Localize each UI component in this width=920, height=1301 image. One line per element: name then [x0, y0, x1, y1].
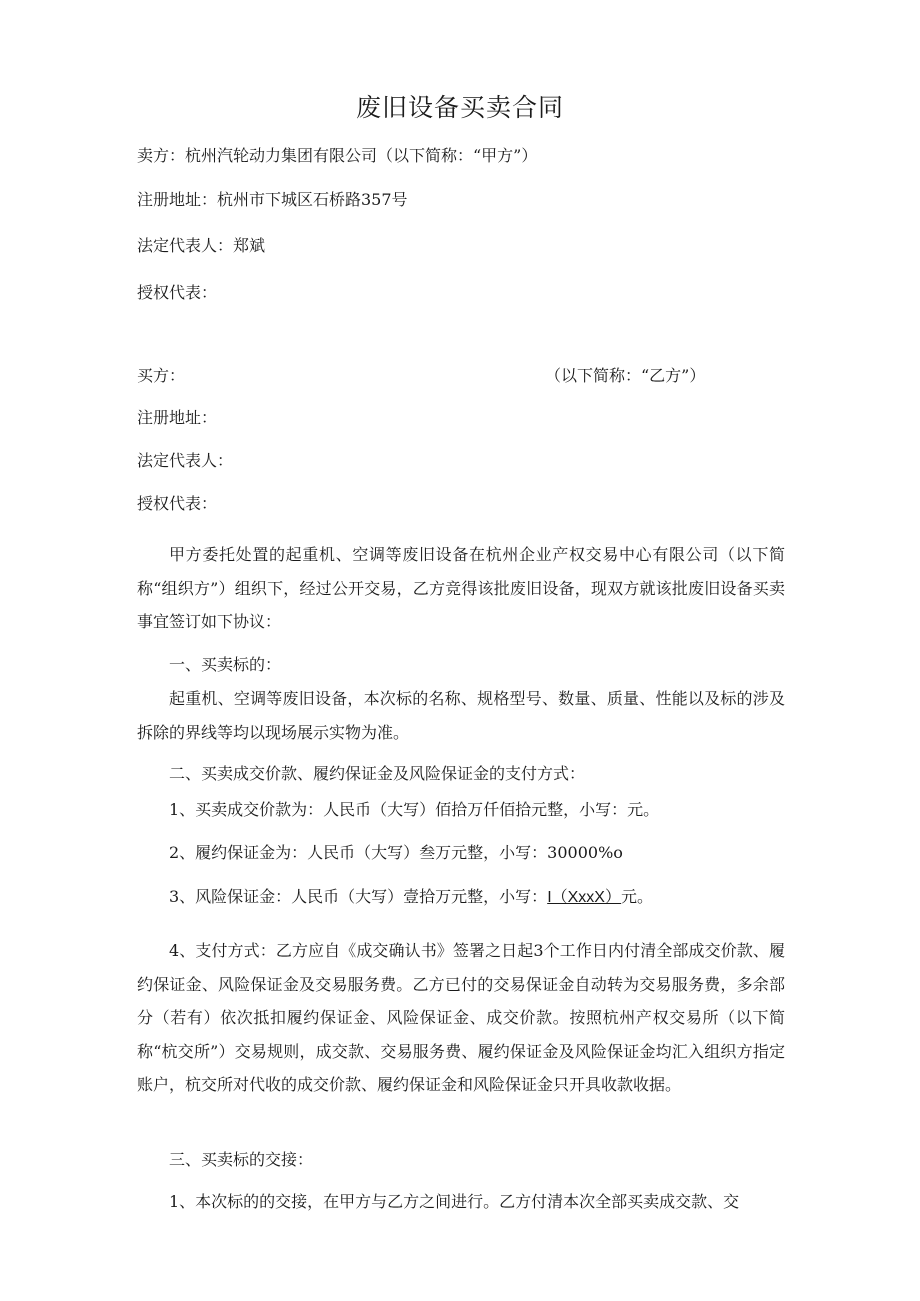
buyer-auth-rep: 授权代表： — [137, 494, 218, 513]
document-title: 废旧设备买卖合同 — [355, 93, 564, 122]
section-1-heading: 一、买卖标的： — [169, 655, 282, 674]
section-2-item-3-prefix: 3、风险保证金：人民币（大写）壹拾万元整，小写： — [169, 887, 548, 906]
section-2-item-1: 1、买卖成交价款为：人民币（大写）佰拾万仟佰拾元整，小写：元。 — [169, 800, 660, 819]
section-2-item-2: 2、履约保证金为：人民币（大写）叁万元整，小写：30000%o — [169, 843, 623, 862]
section-2-item-3-amount: I（XxxX） — [547, 889, 621, 906]
section-3-item-1: 1、本次标的的交接，在甲方与乙方之间进行。乙方付清本次全部买卖成交款、交 — [169, 1192, 740, 1211]
section-2-item-3-suffix: 元。 — [620, 887, 653, 906]
buyer-address: 注册地址： — [137, 408, 218, 427]
section-3-heading: 三、买卖标的交接： — [169, 1150, 314, 1169]
intro-paragraph: 甲方委托处置的起重机、空调等废旧设备在杭州企业产权交易中心有限公司（以下简称“组织方”）组织下，经过公开交易，乙方竞得该批废旧设备，现双方就该批废旧设备买卖事宜签订如下协议： — [137, 545, 785, 631]
seller-auth-rep: 授权代表： — [137, 283, 218, 302]
buyer-legal-rep: 法定代表人： — [137, 451, 234, 470]
section-2-heading: 二、买卖成交价款、履约保证金及风险保证金的支付方式： — [169, 764, 586, 783]
seller-legal-rep: 法定代表人：郑斌 — [137, 236, 266, 255]
buyer-abbr: （以下简称：“乙方”） — [545, 366, 706, 385]
section-2-item-3 — [169, 885, 653, 910]
seller-address: 注册地址：杭州市下城区石桥路357号 — [137, 190, 408, 209]
buyer-label: 买方： — [137, 366, 186, 385]
section-2-item-4: 4、支付方式：乙方应自《成交确认书》签署之日起3个工作日内付清全部成交价款、履约保证金、风险保证金及交易服务费。乙方已付的交易保证金自动转为交易服务费，多余部分（若有）依次抵扣履约保证金、风险保证金、成交价款。按照杭州产权交易所（以下简称“杭交所”）交易规则，成交款、交易服务费、履约保证金及风险保证金均汇入组织方指定账户，杭交所对代收的成交价款、履约保证金和风险保证金只开具收款收据。 — [137, 941, 785, 1094]
section-1-body: 起重机、空调等废旧设备，本次标的名称、规格型号、数量、质量、性能以及标的涉及拆除的界线等均以现场展示实物为准。 — [137, 689, 785, 742]
seller-line: 卖方：杭州汽轮动力集团有限公司（以下简称：“甲方”） — [137, 146, 538, 165]
